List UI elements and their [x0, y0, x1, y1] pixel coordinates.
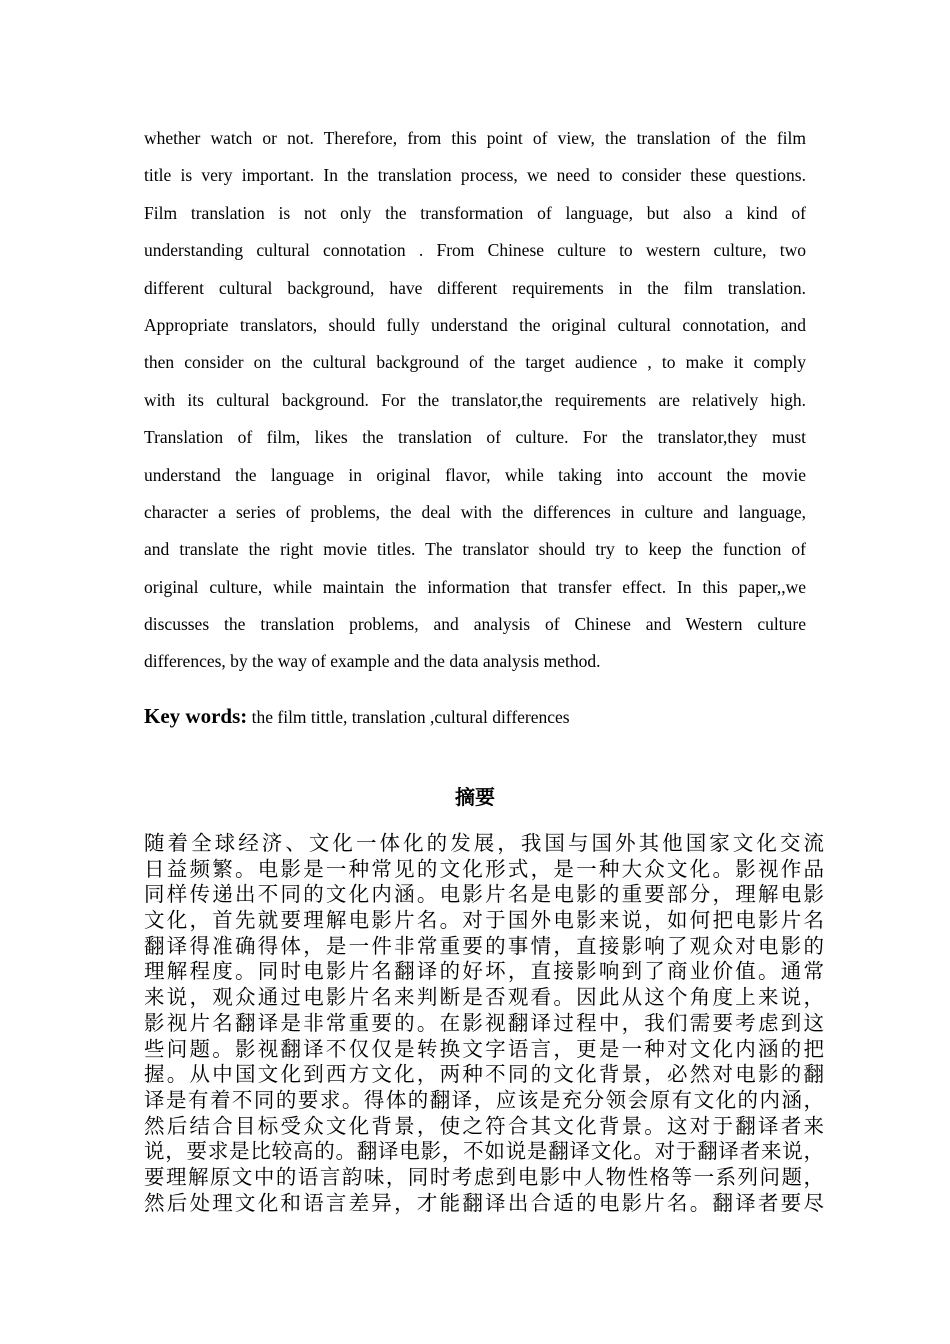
abstract-zh-line: 说，要求是比较高的。翻译电影，不如说是翻译文化。对于翻译者来说， [144, 1139, 824, 1164]
abstract-en-line: Translation of film, likes the translation of culture. For the translator,they must [144, 427, 806, 448]
chinese-abstract-title: 摘要 [455, 785, 495, 809]
abstract-en-line: discusses the translation problems, and analysis of Chinese and Western culture [144, 614, 806, 635]
keywords-line [144, 704, 806, 729]
abstract-zh-line: 随着全球经济、文化一体化的发展，我国与国外其他国家文化交流 [144, 831, 824, 855]
abstract-en-line: with its cultural background. For the translator,the requirements are relatively high. [144, 389, 806, 410]
abstract-en-line: then consider on the cultural background of the target audience , to make it comply [144, 352, 806, 373]
abstract-zh-line: 要理解原文中的语言韵味，同时考虑到电影中人物性格等一系列问题， [144, 1164, 824, 1189]
abstract-en-line: character a series of problems, the deal with the differences in culture and language, [144, 501, 806, 522]
abstract-zh-line: 些问题。影视翻译不仅仅是转换文字语言，更是一种对文化内涵的把 [144, 1036, 824, 1061]
abstract-en-line: different cultural background, have different requirements in the film translation. [144, 277, 806, 298]
abstract-zh-line: 然后结合目标受众文化背景，使之符合其文化背景。这对于翻译者来 [144, 1113, 824, 1138]
abstract-zh-line: 文化，首先就要理解电影片名。对于国外电影来说，如何把电影片名 [144, 908, 824, 933]
keywords-label: Key words: [144, 704, 248, 728]
abstract-zh-line: 握。从中国文化到西方文化，两种不同的文化背景，必然对电影的翻 [144, 1062, 824, 1087]
abstract-zh-line: 翻译得准确得体，是一件非常重要的事情，直接影响了观众对电影的 [144, 933, 824, 958]
abstract-en-line: original culture, while maintain the information that transfer effect. In this paper,,we [144, 576, 806, 597]
abstract-zh-line: 同样传递出不同的文化内涵。电影片名是电影的重要部分，理解电影 [144, 882, 824, 907]
english-abstract-body [144, 120, 806, 681]
abstract-en-line: and translate the right movie titles. The translator should try to keep the function of [144, 539, 806, 560]
abstract-zh-line: 来说，观众通过电影片名来判断是否观看。因此从这个角度上来说， [144, 985, 824, 1010]
abstract-en-line: differences, by the way of example and the data analysis method. [144, 651, 601, 672]
abstract-zh-line: 影视片名翻译是非常重要的。在影视翻译过程中，我们需要考虑到这 [144, 1010, 824, 1035]
abstract-zh-line: 日益频繁。电影是一种常见的文化形式，是一种大众文化。影视作品 [144, 856, 824, 881]
abstract-zh-line: 然后处理文化和语言差异，才能翻译出合适的电影片名。翻译者要尽 [144, 1190, 824, 1215]
abstract-en-line: title is very important. In the translation process, we need to consider these questions. [144, 165, 806, 186]
abstract-en-line: whether watch or not. Therefore, from this point of view, the translation of the film [144, 128, 806, 148]
abstract-en-line: Film translation is not only the transformation of language, but also a kind of [144, 202, 806, 223]
abstract-en-line: understanding cultural connotation . From Chinese culture to western culture, two [144, 240, 806, 261]
abstract-zh-line: 译是有着不同的要求。得体的翻译，应该是充分领会原有文化的内涵， [144, 1087, 824, 1112]
keywords-text: the film tittle, translation ,cultural differences [247, 707, 570, 727]
chinese-abstract-body [144, 831, 824, 1216]
abstract-zh-line: 理解程度。同时电影片名翻译的好坏，直接影响到了商业价值。通常 [144, 959, 824, 984]
abstract-en-line: understand the language in original flavor, while taking into account the movie [144, 464, 806, 485]
abstract-en-line: Appropriate translators, should fully understand the original cultural connotation, and [144, 314, 806, 335]
